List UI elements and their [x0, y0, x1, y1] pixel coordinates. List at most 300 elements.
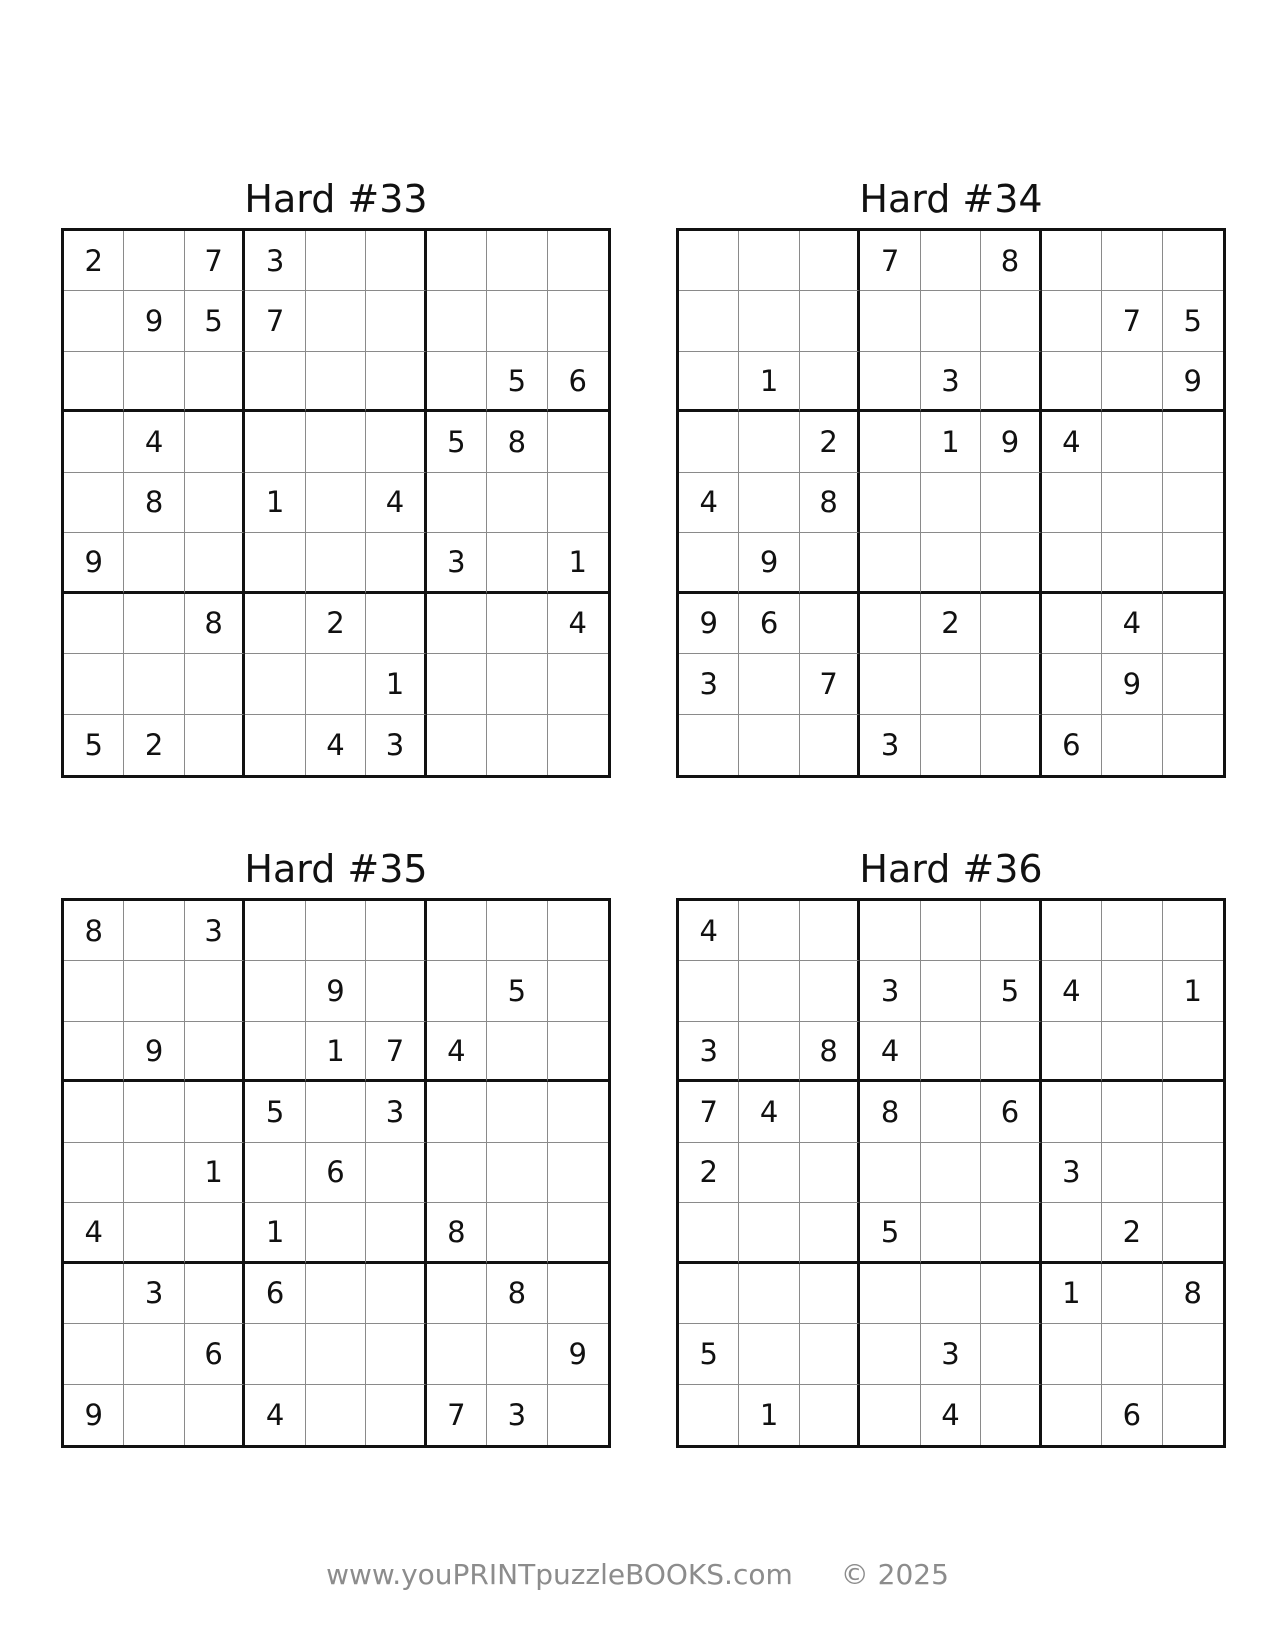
sudoku-cell[interactable] [679, 1385, 739, 1445]
sudoku-cell[interactable] [739, 231, 799, 291]
sudoku-cell[interactable] [739, 1203, 799, 1263]
sudoku-cell[interactable]: 6 [185, 1324, 245, 1384]
sudoku-cell[interactable] [800, 1324, 860, 1384]
sudoku-cell[interactable] [366, 1385, 426, 1445]
sudoku-cell[interactable]: 3 [679, 654, 739, 714]
sudoku-cell[interactable]: 8 [427, 1203, 487, 1263]
sudoku-cell[interactable] [860, 533, 920, 593]
sudoku-cell[interactable] [1042, 901, 1102, 961]
sudoku-cell[interactable]: 8 [487, 412, 547, 472]
sudoku-cell[interactable] [1102, 715, 1162, 775]
sudoku-cell[interactable] [1163, 473, 1223, 533]
sudoku-cell[interactable] [1042, 1324, 1102, 1384]
sudoku-cell[interactable] [185, 533, 245, 593]
sudoku-cell[interactable] [185, 654, 245, 714]
sudoku-cell[interactable] [366, 231, 426, 291]
sudoku-cell[interactable] [64, 291, 124, 351]
sudoku-cell[interactable]: 5 [487, 961, 547, 1021]
sudoku-cell[interactable] [366, 1324, 426, 1384]
sudoku-cell[interactable]: 9 [1163, 352, 1223, 412]
sudoku-cell[interactable] [739, 412, 799, 472]
sudoku-cell[interactable] [679, 533, 739, 593]
sudoku-cell[interactable] [981, 1324, 1041, 1384]
sudoku-cell[interactable] [1163, 412, 1223, 472]
sudoku-cell[interactable] [548, 715, 608, 775]
sudoku-cell[interactable]: 9 [981, 412, 1041, 472]
sudoku-cell[interactable] [1102, 1264, 1162, 1324]
sudoku-cell[interactable] [245, 901, 305, 961]
sudoku-cell[interactable] [64, 594, 124, 654]
sudoku-cell[interactable]: 2 [921, 594, 981, 654]
sudoku-cell[interactable]: 9 [124, 291, 184, 351]
sudoku-cell[interactable]: 3 [679, 1022, 739, 1082]
sudoku-cell[interactable] [921, 901, 981, 961]
sudoku-cell[interactable] [427, 901, 487, 961]
sudoku-cell[interactable] [1163, 1385, 1223, 1445]
sudoku-cell[interactable] [548, 291, 608, 351]
sudoku-cell[interactable] [487, 1203, 547, 1263]
sudoku-cell[interactable]: 4 [124, 412, 184, 472]
sudoku-cell[interactable] [981, 654, 1041, 714]
sudoku-cell[interactable]: 2 [1102, 1203, 1162, 1263]
sudoku-cell[interactable] [921, 715, 981, 775]
sudoku-cell[interactable]: 6 [548, 352, 608, 412]
sudoku-cell[interactable]: 5 [860, 1203, 920, 1263]
sudoku-cell[interactable] [739, 1022, 799, 1082]
sudoku-cell[interactable] [124, 352, 184, 412]
sudoku-cell[interactable] [921, 1143, 981, 1203]
sudoku-cell[interactable]: 6 [1102, 1385, 1162, 1445]
sudoku-cell[interactable]: 3 [860, 715, 920, 775]
sudoku-cell[interactable] [679, 1264, 739, 1324]
sudoku-cell[interactable] [800, 231, 860, 291]
sudoku-cell[interactable] [1163, 1324, 1223, 1384]
sudoku-cell[interactable] [860, 412, 920, 472]
sudoku-cell[interactable] [427, 594, 487, 654]
sudoku-cell[interactable] [487, 654, 547, 714]
sudoku-cell[interactable] [487, 1324, 547, 1384]
sudoku-cell[interactable]: 3 [921, 352, 981, 412]
sudoku-cell[interactable] [306, 1203, 366, 1263]
sudoku-cell[interactable] [981, 1385, 1041, 1445]
sudoku-cell[interactable] [306, 231, 366, 291]
sudoku-cell[interactable]: 8 [124, 473, 184, 533]
sudoku-cell[interactable] [800, 961, 860, 1021]
sudoku-cell[interactable] [185, 715, 245, 775]
sudoku-cell[interactable] [1042, 291, 1102, 351]
sudoku-cell[interactable] [366, 1203, 426, 1263]
sudoku-cell[interactable] [124, 533, 184, 593]
sudoku-cell[interactable] [427, 352, 487, 412]
sudoku-cell[interactable] [921, 291, 981, 351]
sudoku-cell[interactable] [64, 654, 124, 714]
sudoku-cell[interactable] [1102, 1082, 1162, 1142]
sudoku-cell[interactable]: 3 [366, 1082, 426, 1142]
sudoku-cell[interactable]: 7 [679, 1082, 739, 1142]
sudoku-cell[interactable] [679, 961, 739, 1021]
sudoku-cell[interactable] [739, 291, 799, 351]
sudoku-cell[interactable]: 5 [981, 961, 1041, 1021]
sudoku-cell[interactable] [739, 1264, 799, 1324]
sudoku-cell[interactable]: 2 [679, 1143, 739, 1203]
sudoku-cell[interactable]: 2 [306, 594, 366, 654]
sudoku-cell[interactable] [860, 291, 920, 351]
sudoku-cell[interactable] [487, 594, 547, 654]
sudoku-cell[interactable]: 5 [1163, 291, 1223, 351]
sudoku-cell[interactable] [124, 1385, 184, 1445]
sudoku-cell[interactable] [185, 473, 245, 533]
sudoku-cell[interactable] [860, 1143, 920, 1203]
sudoku-cell[interactable]: 2 [64, 231, 124, 291]
sudoku-cell[interactable] [981, 1022, 1041, 1082]
sudoku-cell[interactable] [860, 1324, 920, 1384]
sudoku-cell[interactable]: 9 [548, 1324, 608, 1384]
sudoku-cell[interactable] [487, 533, 547, 593]
sudoku-cell[interactable] [487, 1082, 547, 1142]
sudoku-cell[interactable]: 7 [860, 231, 920, 291]
sudoku-cell[interactable] [800, 291, 860, 351]
sudoku-cell[interactable] [860, 654, 920, 714]
sudoku-cell[interactable] [427, 715, 487, 775]
sudoku-cell[interactable] [548, 473, 608, 533]
sudoku-cell[interactable] [245, 1143, 305, 1203]
sudoku-cell[interactable] [1163, 901, 1223, 961]
sudoku-cell[interactable]: 2 [800, 412, 860, 472]
sudoku-cell[interactable] [800, 1203, 860, 1263]
sudoku-cell[interactable] [679, 231, 739, 291]
sudoku-cell[interactable]: 1 [1042, 1264, 1102, 1324]
sudoku-cell[interactable] [800, 1143, 860, 1203]
sudoku-cell[interactable] [306, 654, 366, 714]
sudoku-cell[interactable] [548, 1203, 608, 1263]
sudoku-cell[interactable] [306, 412, 366, 472]
sudoku-cell[interactable] [64, 352, 124, 412]
sudoku-cell[interactable] [800, 594, 860, 654]
sudoku-cell[interactable] [1102, 961, 1162, 1021]
sudoku-cell[interactable]: 5 [185, 291, 245, 351]
sudoku-cell[interactable] [921, 654, 981, 714]
sudoku-cell[interactable] [1163, 594, 1223, 654]
sudoku-cell[interactable] [427, 1143, 487, 1203]
sudoku-cell[interactable]: 4 [366, 473, 426, 533]
sudoku-cell[interactable] [921, 533, 981, 593]
sudoku-cell[interactable] [124, 1203, 184, 1263]
sudoku-cell[interactable] [124, 231, 184, 291]
sudoku-cell[interactable] [124, 594, 184, 654]
sudoku-cell[interactable] [800, 533, 860, 593]
sudoku-cell[interactable]: 8 [487, 1264, 547, 1324]
sudoku-cell[interactable] [739, 1143, 799, 1203]
sudoku-cell[interactable] [739, 654, 799, 714]
sudoku-cell[interactable] [245, 533, 305, 593]
sudoku-cell[interactable] [185, 1203, 245, 1263]
sudoku-cell[interactable]: 3 [860, 961, 920, 1021]
sudoku-cell[interactable] [981, 291, 1041, 351]
sudoku-cell[interactable] [487, 1143, 547, 1203]
sudoku-cell[interactable] [981, 901, 1041, 961]
sudoku-cell[interactable]: 5 [64, 715, 124, 775]
sudoku-cell[interactable] [739, 901, 799, 961]
sudoku-cell[interactable]: 3 [185, 901, 245, 961]
sudoku-cell[interactable]: 4 [64, 1203, 124, 1263]
sudoku-cell[interactable] [981, 1203, 1041, 1263]
sudoku-cell[interactable]: 5 [487, 352, 547, 412]
sudoku-cell[interactable] [548, 231, 608, 291]
sudoku-cell[interactable]: 9 [1102, 654, 1162, 714]
sudoku-cell[interactable] [921, 1264, 981, 1324]
sudoku-cell[interactable]: 8 [185, 594, 245, 654]
sudoku-cell[interactable]: 9 [739, 533, 799, 593]
sudoku-cell[interactable]: 3 [921, 1324, 981, 1384]
sudoku-cell[interactable] [800, 715, 860, 775]
sudoku-cell[interactable]: 1 [366, 654, 426, 714]
sudoku-cell[interactable]: 1 [1163, 961, 1223, 1021]
sudoku-cell[interactable] [860, 473, 920, 533]
sudoku-cell[interactable] [1163, 1022, 1223, 1082]
sudoku-cell[interactable] [1042, 654, 1102, 714]
sudoku-cell[interactable]: 9 [306, 961, 366, 1021]
sudoku-cell[interactable] [679, 715, 739, 775]
sudoku-cell[interactable]: 4 [1042, 961, 1102, 1021]
sudoku-cell[interactable] [679, 412, 739, 472]
sudoku-cell[interactable] [739, 715, 799, 775]
sudoku-cell[interactable] [981, 715, 1041, 775]
sudoku-cell[interactable]: 3 [366, 715, 426, 775]
sudoku-cell[interactable]: 1 [739, 1385, 799, 1445]
sudoku-cell[interactable]: 8 [64, 901, 124, 961]
sudoku-cell[interactable] [679, 291, 739, 351]
sudoku-cell[interactable] [366, 594, 426, 654]
sudoku-cell[interactable] [366, 1143, 426, 1203]
sudoku-cell[interactable] [427, 1324, 487, 1384]
sudoku-cell[interactable] [1042, 1203, 1102, 1263]
sudoku-cell[interactable]: 4 [1102, 594, 1162, 654]
sudoku-cell[interactable]: 4 [679, 901, 739, 961]
sudoku-cell[interactable] [306, 533, 366, 593]
sudoku-cell[interactable]: 4 [548, 594, 608, 654]
sudoku-cell[interactable] [860, 594, 920, 654]
sudoku-cell[interactable] [981, 1264, 1041, 1324]
sudoku-cell[interactable] [427, 961, 487, 1021]
sudoku-cell[interactable] [306, 1264, 366, 1324]
sudoku-cell[interactable] [921, 1082, 981, 1142]
sudoku-cell[interactable] [124, 961, 184, 1021]
sudoku-cell[interactable]: 9 [64, 533, 124, 593]
sudoku-cell[interactable] [548, 1385, 608, 1445]
sudoku-cell[interactable] [548, 901, 608, 961]
sudoku-cell[interactable] [306, 291, 366, 351]
sudoku-cell[interactable] [64, 1324, 124, 1384]
sudoku-cell[interactable] [124, 901, 184, 961]
sudoku-cell[interactable] [245, 352, 305, 412]
sudoku-cell[interactable] [427, 473, 487, 533]
sudoku-cell[interactable] [1102, 1022, 1162, 1082]
sudoku-cell[interactable] [1163, 533, 1223, 593]
sudoku-cell[interactable] [366, 901, 426, 961]
sudoku-cell[interactable]: 7 [245, 291, 305, 351]
sudoku-cell[interactable] [548, 654, 608, 714]
sudoku-cell[interactable]: 1 [185, 1143, 245, 1203]
sudoku-cell[interactable] [487, 473, 547, 533]
sudoku-cell[interactable] [185, 1082, 245, 1142]
sudoku-cell[interactable] [245, 715, 305, 775]
sudoku-cell[interactable] [185, 412, 245, 472]
sudoku-cell[interactable] [306, 1324, 366, 1384]
sudoku-cell[interactable] [245, 594, 305, 654]
sudoku-cell[interactable] [64, 961, 124, 1021]
sudoku-cell[interactable]: 3 [1042, 1143, 1102, 1203]
sudoku-cell[interactable]: 2 [124, 715, 184, 775]
sudoku-cell[interactable]: 8 [800, 1022, 860, 1082]
sudoku-cell[interactable]: 4 [739, 1082, 799, 1142]
sudoku-cell[interactable] [366, 1264, 426, 1324]
sudoku-cell[interactable] [921, 1022, 981, 1082]
sudoku-cell[interactable]: 8 [860, 1082, 920, 1142]
sudoku-cell[interactable] [921, 473, 981, 533]
sudoku-cell[interactable] [245, 961, 305, 1021]
sudoku-cell[interactable] [124, 1143, 184, 1203]
sudoku-cell[interactable]: 1 [306, 1022, 366, 1082]
sudoku-cell[interactable]: 5 [679, 1324, 739, 1384]
sudoku-cell[interactable] [1102, 1324, 1162, 1384]
sudoku-cell[interactable] [64, 1022, 124, 1082]
sudoku-cell[interactable]: 1 [245, 473, 305, 533]
sudoku-cell[interactable] [185, 1264, 245, 1324]
sudoku-cell[interactable] [366, 533, 426, 593]
sudoku-cell[interactable] [981, 594, 1041, 654]
sudoku-cell[interactable] [1102, 412, 1162, 472]
sudoku-cell[interactable]: 6 [245, 1264, 305, 1324]
sudoku-cell[interactable] [185, 961, 245, 1021]
sudoku-cell[interactable] [64, 1082, 124, 1142]
sudoku-cell[interactable] [1042, 1385, 1102, 1445]
sudoku-cell[interactable] [1163, 715, 1223, 775]
sudoku-cell[interactable] [921, 961, 981, 1021]
sudoku-cell[interactable] [1042, 473, 1102, 533]
sudoku-cell[interactable]: 7 [800, 654, 860, 714]
sudoku-cell[interactable] [124, 654, 184, 714]
sudoku-cell[interactable] [548, 1143, 608, 1203]
sudoku-cell[interactable] [487, 291, 547, 351]
sudoku-cell[interactable]: 7 [427, 1385, 487, 1445]
sudoku-cell[interactable] [1102, 352, 1162, 412]
sudoku-cell[interactable]: 6 [1042, 715, 1102, 775]
sudoku-cell[interactable] [1102, 533, 1162, 593]
sudoku-cell[interactable] [1102, 231, 1162, 291]
sudoku-cell[interactable] [487, 715, 547, 775]
sudoku-cell[interactable] [981, 352, 1041, 412]
sudoku-cell[interactable] [366, 961, 426, 1021]
sudoku-cell[interactable] [1163, 231, 1223, 291]
sudoku-cell[interactable] [1042, 352, 1102, 412]
sudoku-cell[interactable] [487, 901, 547, 961]
sudoku-cell[interactable]: 1 [739, 352, 799, 412]
sudoku-cell[interactable] [1163, 654, 1223, 714]
sudoku-cell[interactable] [1163, 1082, 1223, 1142]
sudoku-cell[interactable]: 6 [739, 594, 799, 654]
sudoku-cell[interactable]: 8 [800, 473, 860, 533]
sudoku-cell[interactable] [679, 1203, 739, 1263]
sudoku-cell[interactable] [306, 901, 366, 961]
sudoku-cell[interactable] [860, 1264, 920, 1324]
sudoku-cell[interactable] [245, 1022, 305, 1082]
sudoku-cell[interactable]: 7 [1102, 291, 1162, 351]
sudoku-cell[interactable]: 8 [981, 231, 1041, 291]
sudoku-cell[interactable]: 1 [245, 1203, 305, 1263]
sudoku-cell[interactable] [981, 533, 1041, 593]
sudoku-cell[interactable] [487, 231, 547, 291]
sudoku-cell[interactable] [306, 473, 366, 533]
sudoku-cell[interactable] [185, 1385, 245, 1445]
sudoku-cell[interactable] [548, 1264, 608, 1324]
sudoku-cell[interactable] [306, 352, 366, 412]
sudoku-cell[interactable] [981, 473, 1041, 533]
sudoku-cell[interactable] [548, 961, 608, 1021]
sudoku-cell[interactable] [800, 1264, 860, 1324]
sudoku-cell[interactable]: 7 [366, 1022, 426, 1082]
sudoku-cell[interactable] [64, 1143, 124, 1203]
sudoku-cell[interactable]: 4 [306, 715, 366, 775]
sudoku-cell[interactable] [739, 1324, 799, 1384]
sudoku-cell[interactable] [427, 231, 487, 291]
sudoku-cell[interactable] [124, 1324, 184, 1384]
sudoku-cell[interactable] [921, 231, 981, 291]
sudoku-cell[interactable] [739, 473, 799, 533]
sudoku-cell[interactable]: 9 [124, 1022, 184, 1082]
sudoku-cell[interactable] [548, 1082, 608, 1142]
sudoku-cell[interactable] [548, 412, 608, 472]
sudoku-cell[interactable] [427, 291, 487, 351]
sudoku-cell[interactable] [185, 352, 245, 412]
sudoku-cell[interactable] [860, 352, 920, 412]
sudoku-cell[interactable] [548, 1022, 608, 1082]
sudoku-cell[interactable]: 4 [679, 473, 739, 533]
sudoku-cell[interactable]: 6 [981, 1082, 1041, 1142]
sudoku-cell[interactable] [245, 654, 305, 714]
sudoku-cell[interactable] [64, 412, 124, 472]
sudoku-cell[interactable] [366, 291, 426, 351]
sudoku-cell[interactable] [1042, 231, 1102, 291]
sudoku-cell[interactable] [427, 1264, 487, 1324]
sudoku-cell[interactable]: 9 [64, 1385, 124, 1445]
sudoku-cell[interactable] [1163, 1203, 1223, 1263]
sudoku-cell[interactable] [1042, 594, 1102, 654]
sudoku-cell[interactable]: 4 [921, 1385, 981, 1445]
sudoku-cell[interactable]: 5 [427, 412, 487, 472]
sudoku-cell[interactable] [1102, 473, 1162, 533]
sudoku-cell[interactable] [800, 1385, 860, 1445]
sudoku-cell[interactable] [245, 1324, 305, 1384]
sudoku-cell[interactable]: 6 [306, 1143, 366, 1203]
sudoku-cell[interactable]: 1 [548, 533, 608, 593]
sudoku-cell[interactable] [487, 1022, 547, 1082]
sudoku-cell[interactable]: 8 [1163, 1264, 1223, 1324]
sudoku-cell[interactable] [921, 1203, 981, 1263]
sudoku-cell[interactable]: 9 [679, 594, 739, 654]
sudoku-cell[interactable]: 5 [245, 1082, 305, 1142]
sudoku-cell[interactable] [64, 1264, 124, 1324]
sudoku-cell[interactable] [800, 352, 860, 412]
sudoku-cell[interactable]: 4 [860, 1022, 920, 1082]
sudoku-cell[interactable] [366, 352, 426, 412]
sudoku-cell[interactable] [800, 1082, 860, 1142]
sudoku-cell[interactable] [1042, 1082, 1102, 1142]
sudoku-cell[interactable] [427, 1082, 487, 1142]
sudoku-cell[interactable] [427, 654, 487, 714]
sudoku-cell[interactable] [1102, 1143, 1162, 1203]
sudoku-cell[interactable]: 3 [245, 231, 305, 291]
sudoku-cell[interactable]: 3 [487, 1385, 547, 1445]
